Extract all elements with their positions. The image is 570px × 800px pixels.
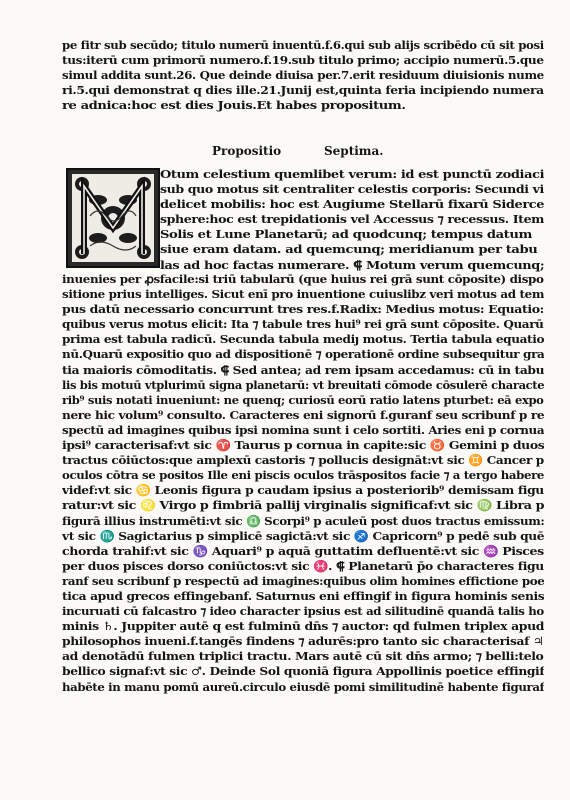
text-line: spectū ad imagines quibus ipsi nomina sunt i celo sortiti. Aries eni p cornua bbox=[62, 422, 544, 437]
text-line: ad denotādū fulmen triplici tractu. Mars autē cū sit dn̄s armo; ⁊ belli:telo bbox=[62, 649, 544, 664]
text-line: Otum celestium quemlibet verum: id est punctū zodiaci bbox=[160, 167, 544, 181]
text-line: rib⁹ suis notati inueniunt: ne quenq; curiosū eorū ratio latens pturbet: eā expo bbox=[62, 392, 544, 407]
text-line: quibus verus motus elicit: Ita ⁊ tabule tres hui⁹ rei grā sunt cōposite. Quarū bbox=[62, 317, 544, 332]
text-line: nū.Quarū expositio quo ad dispositionē ⁊ operationē ordine subsequitur gra bbox=[62, 347, 544, 362]
heading-septima: Septima. bbox=[324, 144, 384, 158]
section-heading bbox=[212, 144, 412, 160]
text-line: habēte in manu pomū aureū.circulo eiusdē pomi similitudinē habente figuraf bbox=[62, 679, 544, 694]
text-line: oculos cōtra se positos Ille eni piscis oculos trāspositos facie ⁊ a tergo habere bbox=[62, 468, 544, 483]
text-line: incuruati cū falcastro ⁊ ideo character ipsius est ad silitudinē quandā talis ho bbox=[62, 604, 544, 619]
intro-line: pe fitr sub secūdo; titulo numerū inuentū.f.6.qui sub alijs scribēdo cū sit posi bbox=[62, 38, 544, 52]
text-line: nere hic volum⁹ consulto. Caracteres eni signorū f.guranf seu scribunf p re bbox=[62, 407, 544, 422]
text-line: ipsi⁹ caracterisaf:vt sic ♈ Taurus p cornua in capite:sic ♉ Gemini p duos bbox=[62, 438, 544, 453]
text-line: per duos pisces dorso coniūctos:vt sic ♓. ⸿ Planetarū p̄o characteres figu bbox=[62, 558, 544, 573]
text-line: bellico signaf:vt sic ♂. Deinde Sol quoniā figura Appollinis poetice effingif bbox=[62, 664, 544, 679]
text-line: ratur:vt sic ♌ Virgo p fimbriā pallij virginalis significaf:vt sic ♍ Libra p bbox=[62, 498, 544, 513]
intro-line: re adnica:hoc est dies Jouis.Et habes propositum. bbox=[62, 98, 406, 113]
intro-line: ri.5.qui demonstrat q dies ille.21.Junij est,quinta feria incipiendo numera bbox=[62, 83, 544, 98]
text-line: tica apud grecos effingebanf. Saturnus eni effingif in figura hominis senis bbox=[62, 588, 544, 603]
text-line: philosophos inueni.f.tangēs findens ⁊ adurēs:pro tanto sic characterisaf ♃ bbox=[62, 634, 544, 649]
text-line: vt sic ♏ Sagictarius p simplicē sagictā:vt sic ♐ Capricorn⁹ p pedē sub quē bbox=[62, 528, 544, 543]
intro-paragraph bbox=[62, 38, 544, 113]
text-line: sitione prius intelliges. Sicut enī pro inuentione cuiuslibz veri motus ad tem bbox=[62, 287, 544, 302]
text-line: lis bis motuū vtplurimū signa planetarū: vt breuitati cōmode cōsulerē characte bbox=[62, 377, 544, 392]
floral-initial-m-icon bbox=[68, 170, 158, 266]
text-line: sphere:hoc est trepidationis vel Accessus ⁊ recessus. Item bbox=[160, 212, 544, 227]
wrapped-paragraph bbox=[160, 167, 544, 273]
text-line: pus datū necessario concurrunt tres res.f.Radix: Medius motus: Equatio: bbox=[62, 302, 544, 317]
intro-line: tus:iterū cum primorū numero.f.19.sub titulo primo; accipio numerū.5.que bbox=[62, 53, 544, 68]
text-line: videf:vt sic ♋ Leonis figura p caudam ipsius a posteriorib⁹ demissam figu bbox=[62, 483, 544, 498]
intro-line: simul addita sunt.26. Que deinde diuisa per.7.erit residuum diuisionis nume bbox=[62, 68, 544, 83]
text-line: inuenies per ꝓsfacile:si triū tabularū (que huius rei grā sunt cōposite) dispo bbox=[62, 272, 544, 286]
text-line: delicet mobilis: hoc est Augiume Stellarū fixarū Siderce bbox=[160, 197, 544, 212]
text-line: tia maioris cōmoditatis. ⸿ Sed antea; ad rem ipsam accedamus: cū in tabu bbox=[62, 362, 544, 377]
text-line: siue eram datam. ad quemcunq; meridianum per tabu bbox=[160, 242, 538, 257]
text-line: ranf seu scribunf p respectū ad imagines:quibus olim homines effictione poe bbox=[62, 573, 544, 588]
text-line: chorda trahif:vt sic ♑ Aquari⁹ p aquā guttatim defluentē:vt sic ♒ Pisces bbox=[62, 543, 544, 558]
body-paragraph bbox=[62, 272, 544, 695]
decorated-initial-letter bbox=[66, 168, 160, 268]
text-line: las ad hoc factas numerare. ⸿ Motum verum quemcunq; bbox=[160, 257, 544, 272]
text-line: Solis et Lune Planetarū; ad quodcunq; tempus datum bbox=[160, 227, 532, 242]
text-line: prima est tabula radicū. Secunda tabula mediȷ motus. Tertia tabula equatio bbox=[62, 332, 544, 347]
text-line: sub quo motus sit centraliter celestis corporis: Secundi vi bbox=[160, 182, 544, 197]
text-line: tractus cōiūctos:que amplexū castoris ⁊ pollucis designāt:vt sic ♊ Cancer p bbox=[62, 453, 544, 468]
text-line: minis ♄. Juppiter autē q est fulminū dn̄s ⁊ auctor: qd fulmen triplex apud bbox=[62, 619, 544, 634]
text-line: figurā illius instrumēti:vt sic ♎ Scorpi⁹ p aculeū post duos tractus emissum: bbox=[62, 513, 544, 528]
heading-propositio: Propositio bbox=[212, 144, 282, 158]
